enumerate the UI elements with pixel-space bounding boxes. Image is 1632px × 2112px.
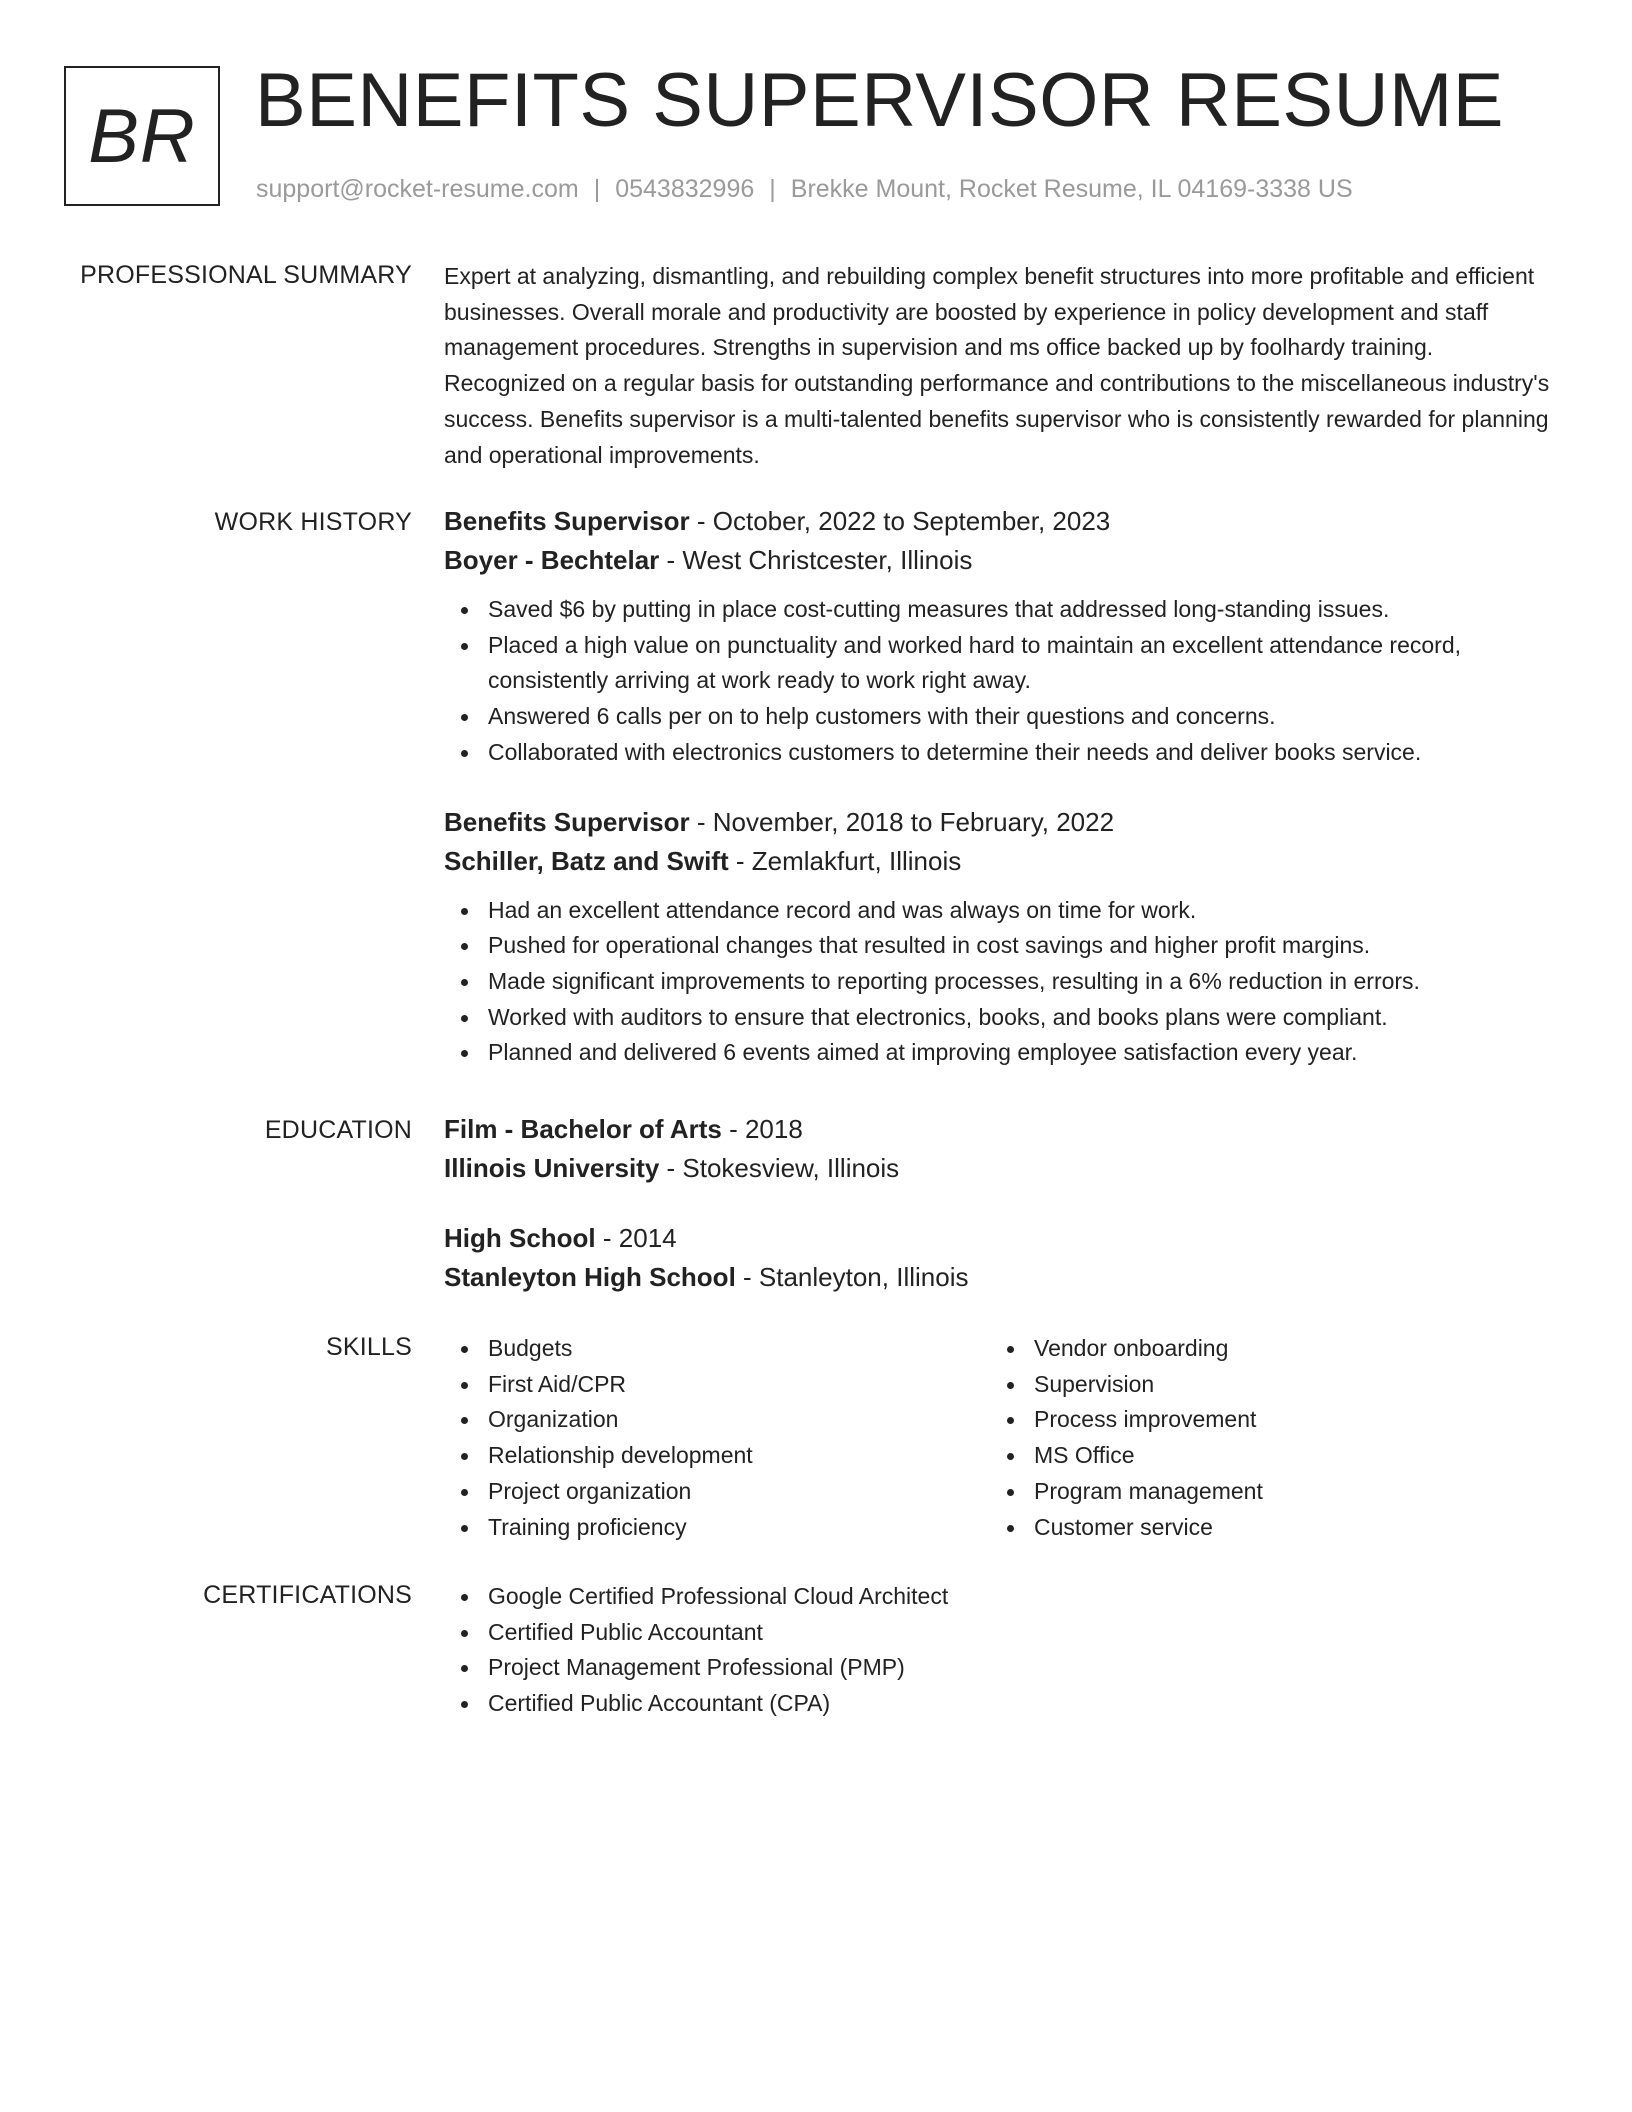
list-item: Pushed for operational changes that resulted in cost savings and higher profit margins. (444, 928, 1559, 964)
monogram-logo: BR (64, 66, 220, 206)
school: Stanleyton High School (444, 1262, 736, 1292)
job-dates: - November, 2018 to February, 2022 (689, 806, 1115, 837)
list-item: First Aid/CPR (444, 1367, 990, 1403)
job-title-line (444, 502, 1559, 541)
section-body (444, 1331, 1559, 1545)
job-company-line (444, 541, 1559, 580)
school: Illinois University (444, 1153, 660, 1183)
degree-year: - 2014 (595, 1223, 677, 1253)
list-item: Certified Public Accountant (444, 1615, 1559, 1651)
skills-columns (444, 1331, 1559, 1545)
job-bullets (444, 592, 1559, 771)
list-item: Planned and delivered 6 events aimed at improving employee satisfaction every year. (444, 1035, 1559, 1071)
section-body (444, 1579, 1559, 1722)
list-item: Supervision (990, 1367, 1536, 1403)
contact-email: support@rocket-resume.com (256, 175, 579, 203)
list-item: Project organization (444, 1474, 990, 1510)
section-label: EDUCATION (264, 1116, 412, 1144)
job-location: - West Christcester, Illinois (659, 545, 973, 575)
job-dates: - October, 2022 to September, 2023 (689, 506, 1111, 536)
list-item: Certified Public Accountant (CPA) (444, 1686, 1559, 1722)
list-item: Budgets (444, 1331, 990, 1367)
job-bullets (444, 893, 1559, 1072)
list-item: Placed a high value on punctuality and worked hard to maintain an excellent attendance record, consistently arriving at work ready to work right away. (444, 628, 1559, 699)
list-item: Relationship development (444, 1438, 990, 1474)
degree: High School (444, 1223, 596, 1253)
list-item: Worked with auditors to ensure that electronics, books, and books plans were compliant. (444, 1000, 1559, 1036)
list-item: Saved $6 by putting in place cost-cutting measures that addressed long-standing issues. (444, 592, 1559, 628)
certifications-list (444, 1579, 1559, 1722)
job-company: Schiller, Batz and Swift (444, 845, 729, 876)
section-body (444, 502, 1559, 1071)
degree: Film - Bachelor of Arts (444, 1114, 722, 1144)
job-company-line (444, 842, 1559, 881)
education-entry (444, 1110, 1559, 1188)
degree-line (444, 1110, 1559, 1149)
job-entry (444, 502, 1559, 771)
school-location: - Stanleyton, Illinois (735, 1262, 969, 1292)
list-item: Organization (444, 1402, 990, 1438)
job-company: Boyer - Bechtelar (444, 545, 660, 575)
contact-phone: 0543832996 (615, 175, 755, 203)
degree-year: - 2018 (721, 1114, 803, 1144)
list-item: Vendor onboarding (990, 1331, 1536, 1367)
section-label: WORK HISTORY (214, 508, 412, 536)
section-label: PROFESSIONAL SUMMARY (80, 261, 412, 289)
summary-text: Expert at analyzing, dismantling, and rebuilding complex benefit structures into more profitable and efficient businesses. Overall morale and productivity are boosted by experience in policy development and staff management procedures. Strengths in supervision and ms office backed up by foolhardy training. Recognized on a regular basis for outstanding performance and contributions to the miscellaneous industry's success. Benefits supervisor is a multi-talented benefits supervisor who is consistently rewarded for planning and operational improvements. (444, 263, 1550, 468)
section-body (444, 1110, 1559, 1297)
list-item: Process improvement (990, 1402, 1536, 1438)
job-title-line (444, 803, 1559, 842)
job-location: - Zemlakfurt, Illinois (728, 845, 962, 876)
section-body (444, 259, 1559, 473)
page-title: BENEFITS SUPERVISOR RESUME (255, 58, 1504, 143)
contact-separator: | (593, 175, 601, 203)
list-item: Answered 6 calls per on to help customers with their questions and concerns. (444, 699, 1559, 735)
section-label: CERTIFICATIONS (203, 1581, 412, 1609)
job-title: Benefits Supervisor (444, 506, 690, 536)
list-item: Program management (990, 1474, 1536, 1510)
education-entry (444, 1219, 1559, 1297)
skills-list-right (990, 1331, 1536, 1545)
job-title: Benefits Supervisor (444, 806, 690, 837)
list-item: Training proficiency (444, 1510, 990, 1546)
contact-line (256, 172, 1353, 206)
list-item: Project Management Professional (PMP) (444, 1650, 1559, 1686)
list-item: MS Office (990, 1438, 1536, 1474)
school-line (444, 1258, 1559, 1297)
school-location: - Stokesview, Illinois (659, 1153, 900, 1183)
list-item: Made significant improvements to reporting processes, resulting in a 6% reduction in errors. (444, 964, 1559, 1000)
list-item: Google Certified Professional Cloud Architect (444, 1579, 1559, 1615)
section-label: SKILLS (326, 1333, 412, 1361)
school-line (444, 1149, 1559, 1188)
job-entry (444, 803, 1559, 1072)
list-item: Had an excellent attendance record and was always on time for work. (444, 893, 1559, 929)
skills-list-left (444, 1331, 990, 1545)
list-item: Customer service (990, 1510, 1536, 1546)
contact-separator: | (769, 175, 776, 203)
contact-address: Brekke Mount, Rocket Resume, IL 04169-3338 US (790, 175, 1353, 203)
degree-line (444, 1219, 1559, 1258)
list-item: Collaborated with electronics customers to determine their needs and deliver books service. (444, 735, 1559, 771)
